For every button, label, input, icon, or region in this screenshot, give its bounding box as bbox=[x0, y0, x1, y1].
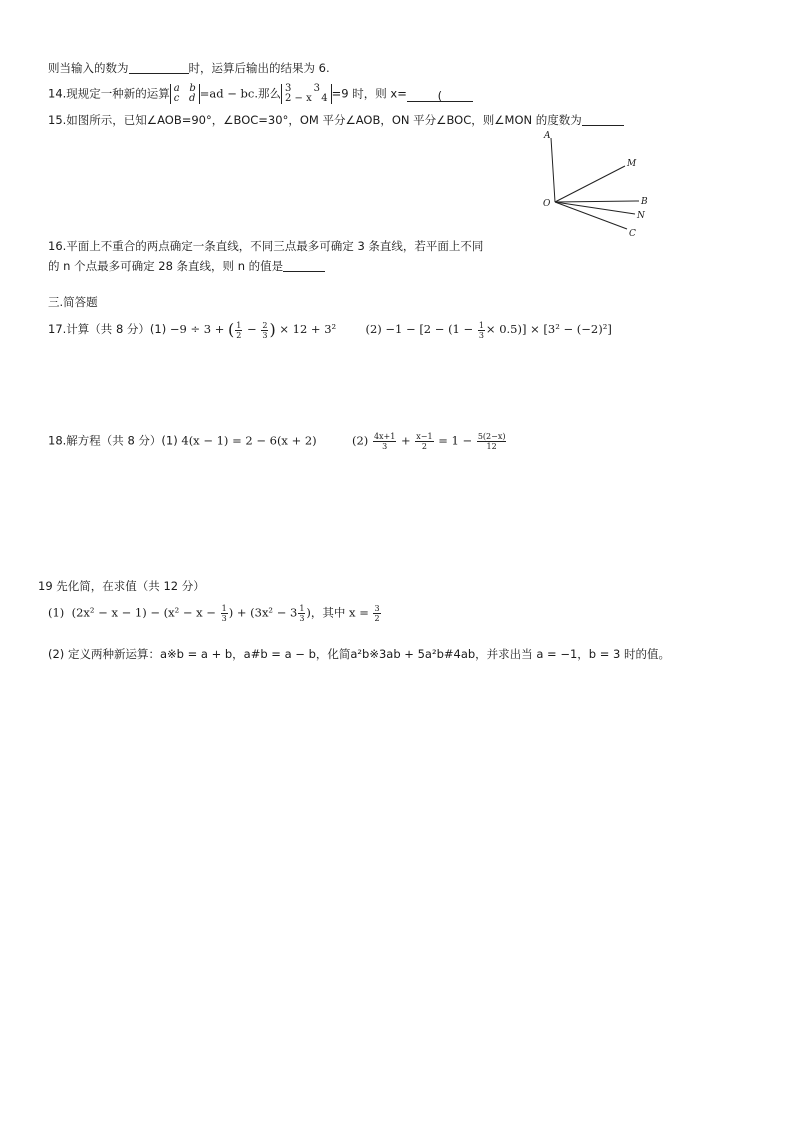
q17-frac-1-2: $\frac{1}{2}$ bbox=[236, 320, 242, 340]
q18-part2-label: (2) bbox=[351, 433, 369, 448]
q17-part1-b: × 12 + 3² bbox=[279, 322, 337, 336]
ray-oc bbox=[555, 202, 627, 229]
q18-frac-3: $\frac{5(2-x)}{12}$ bbox=[477, 432, 506, 451]
q19-part1-b: ) + (3x² − 3 bbox=[228, 605, 298, 620]
q14-determinant-given: 3 3 2 − x 4 bbox=[281, 84, 332, 104]
q17-part2-a: −1 − [2 − (1 − bbox=[385, 322, 477, 336]
q17-prefix: 17.计算（共 8 分）(1) bbox=[48, 322, 167, 336]
q18-frac-2: $\frac{x-1}{2}$ bbox=[416, 432, 433, 451]
q13-before: 则当输入的数为 bbox=[48, 61, 129, 75]
label-o: O bbox=[543, 199, 551, 209]
q17-part2-b: × 0.5)] × [3² − (−2)²] bbox=[485, 322, 612, 336]
q14-determinant-definition: a b c d bbox=[170, 84, 200, 104]
q13-tail bbox=[48, 60, 330, 76]
ray-ob bbox=[555, 201, 639, 202]
label-a: A bbox=[544, 131, 551, 141]
q17-frac-1-3: $\frac{1}{3}$ bbox=[478, 320, 484, 340]
ray-oa bbox=[551, 138, 555, 202]
q18-prefix: 18.解方程（共 8 分）(1) bbox=[48, 433, 178, 448]
q14-answer-mark: ( bbox=[437, 88, 443, 103]
q16-line2-text: 的 n 个点最多可确定 28 条直线，则 n 的值是 bbox=[48, 259, 284, 273]
ray-om bbox=[555, 166, 625, 202]
q18-eq1: 4(x − 1) = 2 − 6(x + 2) bbox=[181, 433, 317, 448]
q14-prefix: 14.现规定一种新的运算 bbox=[48, 86, 170, 101]
section-heading: 三.简答题 bbox=[48, 295, 98, 309]
q17: 17.计算（共 8 分）(1) −9 ÷ 3 + ( $\frac{1}{2}$ − $\frac{2}{3}$ ) × 12 + 3² (2) −1 − [2 − (1 − $\frac{1}{3}$ × 0.5)] × [3² − (−2)²] bbox=[48, 320, 612, 340]
q19-frac-3-2: $\frac{3}{2}$ bbox=[374, 604, 380, 623]
label-n: N bbox=[637, 211, 645, 221]
q17-frac-2-3: $\frac{2}{3}$ bbox=[262, 320, 268, 340]
q14-answer-blank[interactable] bbox=[407, 89, 473, 102]
q13-answer-blank[interactable] bbox=[129, 61, 189, 74]
q18: 18.解方程（共 8 分）(1) 4(x − 1) = 2 − 6(x + 2) (2) $\frac{4x+1}{3}$ + $\frac{x-1}{2}$ = 1 − $\frac{5(2-x)}{12}$ bbox=[48, 432, 506, 451]
q17-part1-a: −9 ÷ 3 + bbox=[169, 322, 229, 336]
q17-part2-label: (2) bbox=[365, 322, 382, 336]
angle-figure bbox=[535, 128, 655, 240]
q14-suffix: =9 时，则 x= bbox=[331, 86, 407, 101]
q19-part1-a: (2x² − x − 1) − (x² − x − bbox=[71, 605, 220, 620]
q15-answer-blank[interactable] bbox=[582, 113, 624, 126]
q16-line1: 16.平面上不重合的两点确定一条直线，不同三点最多可确定 3 条直线，若平面上不同 bbox=[48, 239, 484, 253]
q19-frac-1-3a: $\frac{1}{3}$ bbox=[221, 604, 227, 623]
label-c: C bbox=[629, 229, 636, 239]
q19-frac-1-3b: $\frac{1}{3}$ bbox=[299, 604, 305, 623]
q13-after: 时，运算后输出的结果为 6. bbox=[188, 61, 330, 75]
q15-text: 15.如图所示，已知∠AOB=90°，∠BOC=30°，OM 平分∠AOB，ON 平分∠BOC，则∠MON 的度数为 bbox=[48, 113, 582, 127]
q19-part2: (2) 定义两种新运算：a※b = a + b，a#b = a − b，化简a²b※3ab + 5a²b#4ab，并求出当 a = −1，b = 3 时的值。 bbox=[48, 647, 670, 661]
label-m: M bbox=[627, 159, 637, 169]
q19-part1-label: (1) bbox=[48, 605, 65, 620]
q19-part1-c: )，其中 x = bbox=[306, 605, 369, 620]
q19-part1 bbox=[48, 604, 382, 623]
q14 bbox=[48, 84, 473, 104]
q18-mid: = 1 − bbox=[438, 433, 473, 448]
q16-line2 bbox=[48, 258, 325, 274]
label-b: B bbox=[641, 197, 648, 207]
q15 bbox=[48, 112, 624, 128]
q18-frac-1: $\frac{4x+1}{3}$ bbox=[373, 432, 396, 451]
q16-answer-blank[interactable] bbox=[283, 259, 325, 272]
q19-title: 19 先化简，在求值（共 12 分） bbox=[38, 579, 205, 593]
ray-on bbox=[555, 202, 635, 214]
q14-definition: =ad − bc.那么 bbox=[199, 86, 281, 101]
